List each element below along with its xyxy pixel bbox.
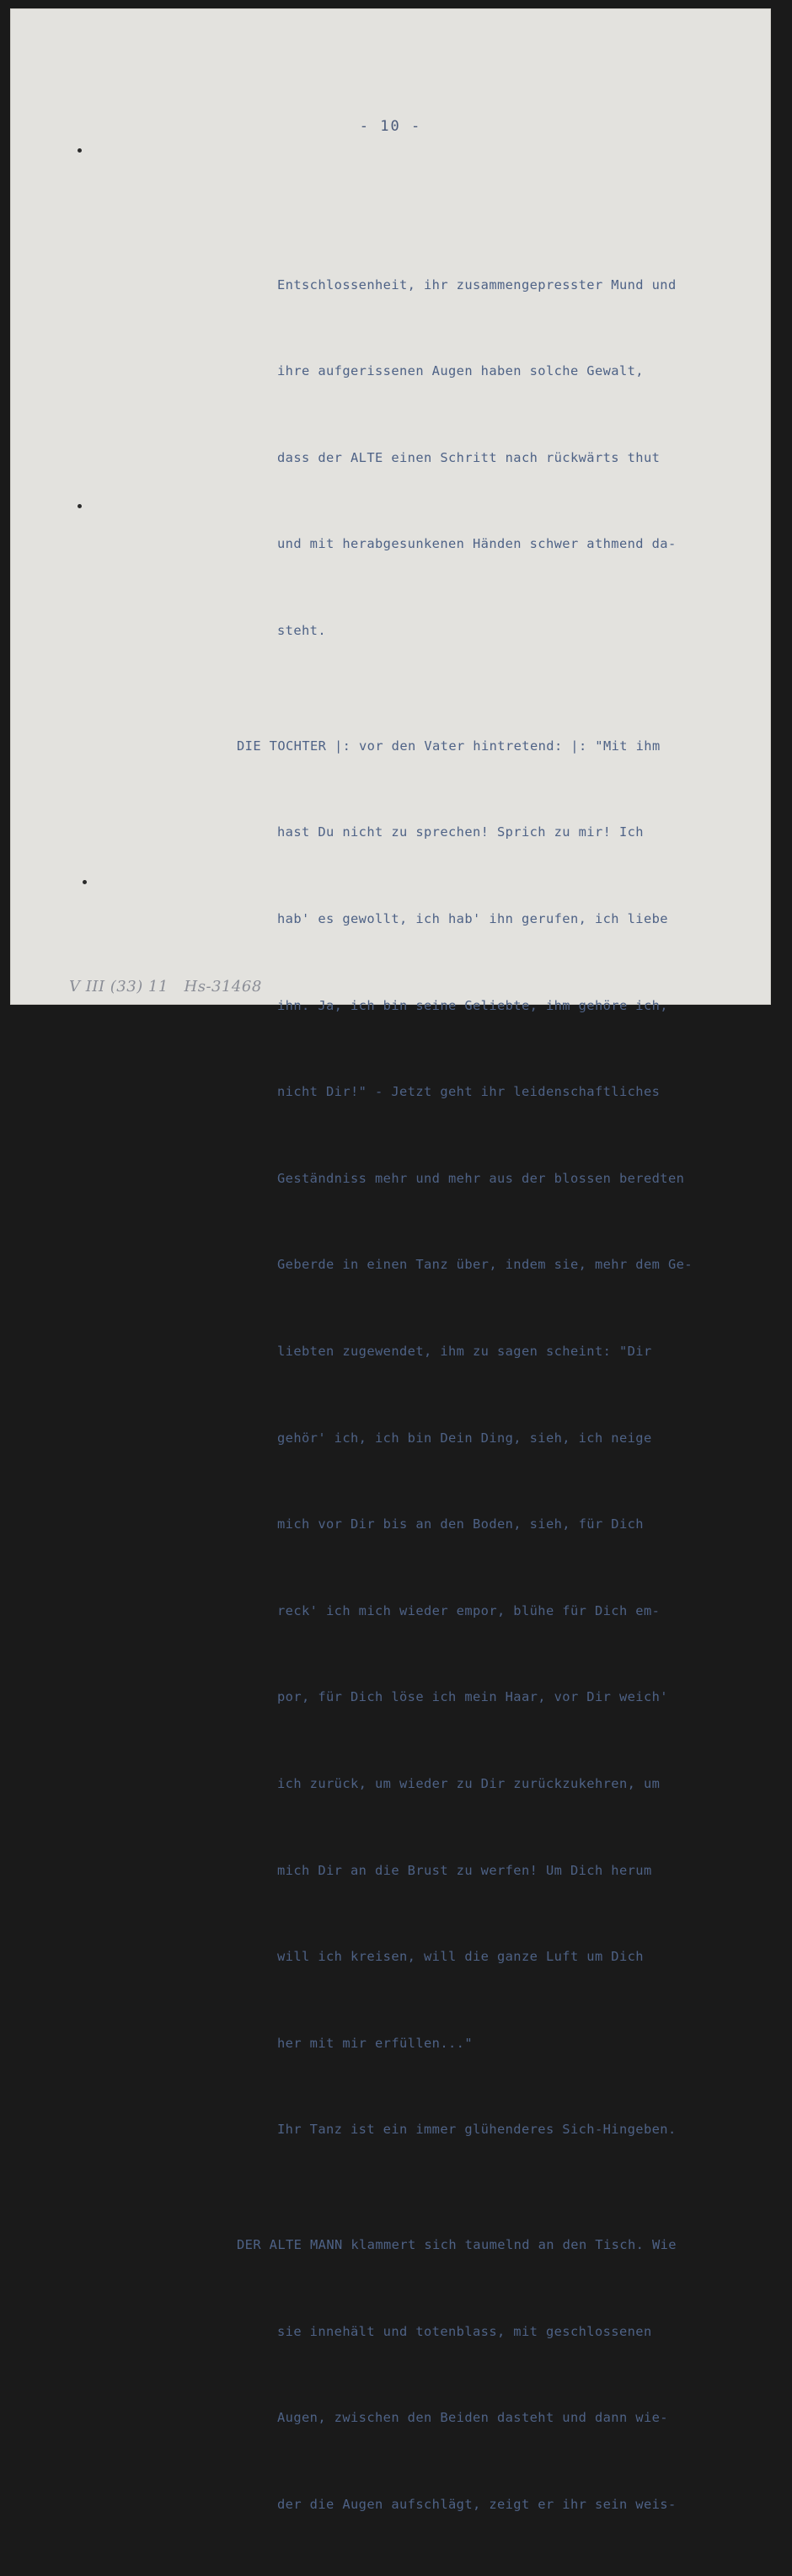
text-line: Ihr Tanz ist ein immer glühenderes Sich-Hingeben. xyxy=(277,2122,677,2138)
text-line: hast Du nicht zu sprechen! Sprich zu mir! Ich xyxy=(277,824,644,840)
text-line: liebten zugewendet, ihm zu sagen scheint: "Dir xyxy=(277,1343,652,1359)
text-line: mich Dir an die Brust zu werfen! Um Dich herum xyxy=(277,1862,652,1878)
text-line: hab' es gewollt, ich hab' ihn gerufen, ich liebe xyxy=(277,910,668,926)
text-line: Geberde in einen Tanz über, indem sie, mehr dem Ge- xyxy=(277,1257,693,1273)
punch-hole-mark xyxy=(78,148,82,153)
text-line: Geständniss mehr und mehr aus der blossen beredten xyxy=(277,1170,685,1186)
text-line: Entschlossenheit, ihr zusammengepresster Mund und xyxy=(277,276,677,292)
text-line: gehör' ich, ich bin Dein Ding, sieh, ich neige xyxy=(277,1430,652,1446)
page-number: - 10 - xyxy=(359,118,422,135)
text-line: nicht Dir!" - Jetzt geht ihr leidenschaftliches xyxy=(277,1084,661,1100)
text-line: Augen, zwischen den Beiden dasteht und dann wie- xyxy=(277,2410,668,2426)
manuscript-page xyxy=(10,8,771,2512)
text-line: will ich kreisen, will die ganze Luft um Dich xyxy=(277,1949,644,1965)
text-line: ihn. Ja, ich bin seine Geliebte, ihm gehöre ich, xyxy=(277,997,668,1013)
text-line: reck' ich mich wieder empor, blühe für Dich em- xyxy=(277,1602,661,1618)
pencil-archive-note: V III (33) 11 Hs-31468 xyxy=(69,978,262,996)
text-line: der die Augen aufschlägt, zeigt er ihr sein weis- xyxy=(277,2496,677,2512)
speaker-line: DER ALTE MANN klammert sich taumelnd an den Tisch. Wie xyxy=(237,2237,677,2253)
typewritten-text xyxy=(10,184,771,2576)
text-line: ich zurück, um wieder zu Dir zurückzukehren, um xyxy=(277,1775,661,1791)
text-line: steht. xyxy=(277,622,326,638)
text-line: ihre aufgerissenen Augen haben solche Gewalt, xyxy=(277,363,644,379)
text-line: her mit mir erfüllen..." xyxy=(277,2035,473,2051)
text-line: mich vor Dir bis an den Boden, sieh, für Dich xyxy=(277,1516,644,1532)
text-line: dass der ALTE einen Schritt nach rückwärts thut xyxy=(277,449,661,465)
text-line: sie innehält und totenblass, mit geschlossenen xyxy=(277,2323,652,2339)
text-line: und mit herabgesunkenen Händen schwer athmend da- xyxy=(277,536,677,552)
text-line: por, für Dich löse ich mein Haar, vor Dir weich' xyxy=(277,1689,668,1705)
speaker-line: DIE TOCHTER |: vor den Vater hintretend: |: "Mit ihm xyxy=(237,738,661,754)
